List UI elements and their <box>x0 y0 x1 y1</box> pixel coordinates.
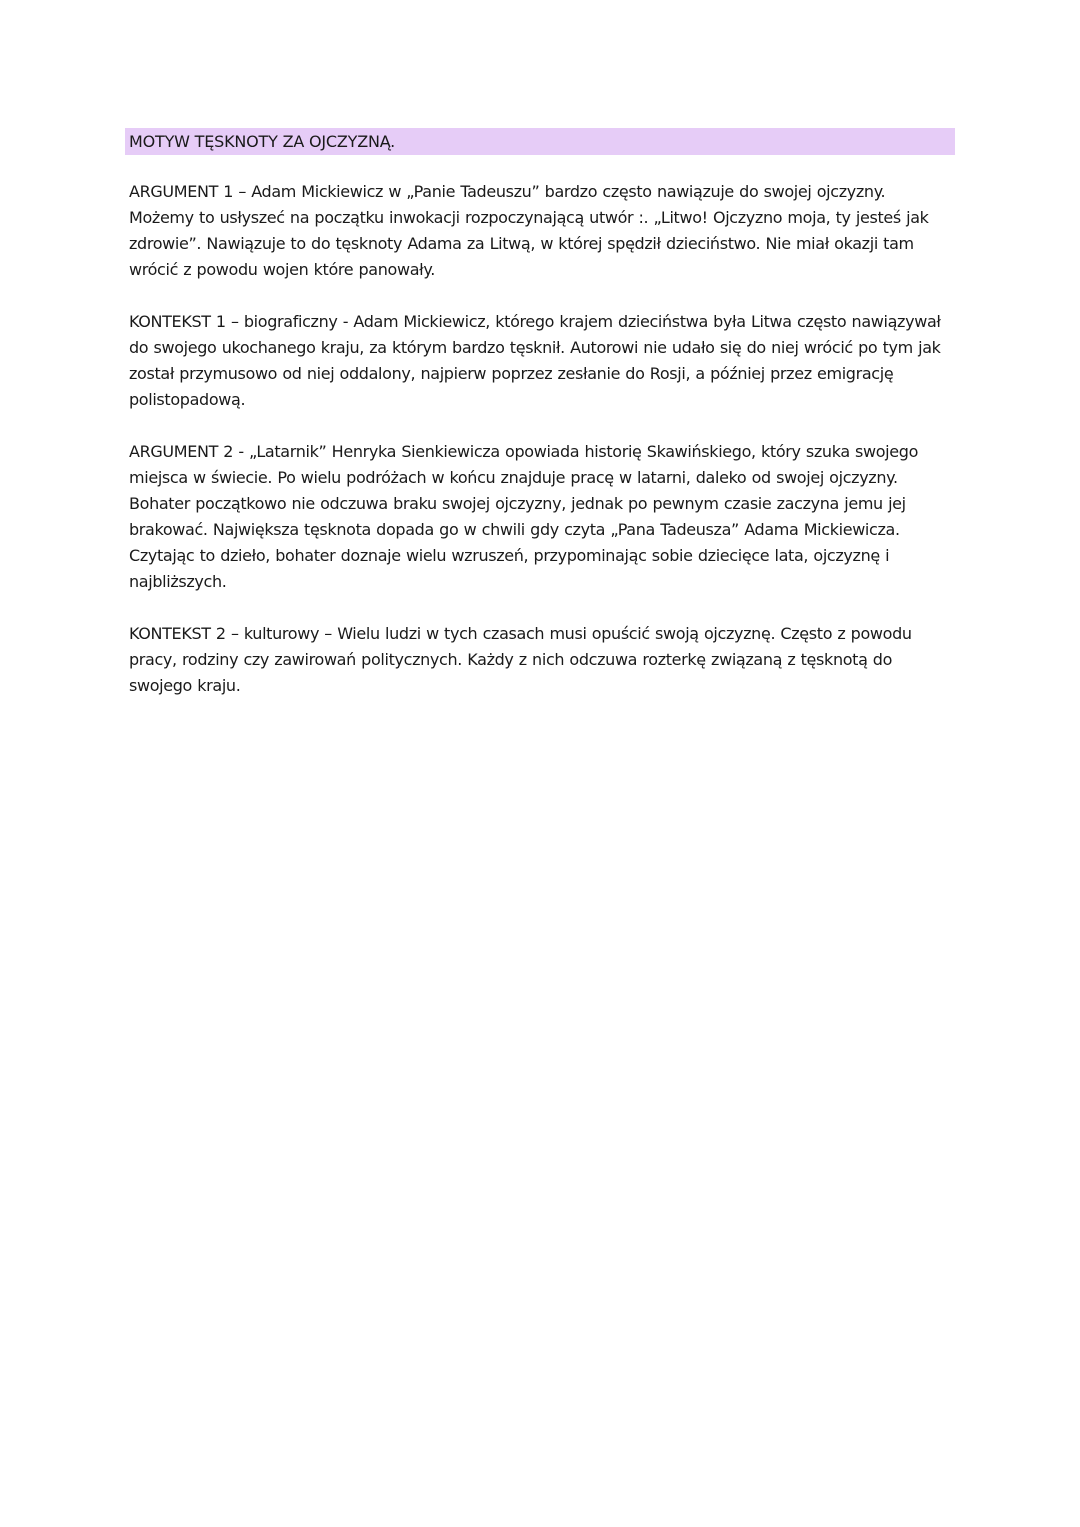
document-body <box>125 128 955 699</box>
paragraph-argument-1: ARGUMENT 1 – Adam Mickiewicz w „Panie Tadeuszu” bardzo często nawiązuje do swojej ojczyzny. Możemy to usłyszeć na początku inwokacji rozpoczynającą utwór :. „Litwo! Ojczyzno moja, ty jesteś jak zdrowie”. Nawiązuje to do tęsknoty Adama za Litwą, w której spędził dzieciństwo. Nie miał okazji tam wrócić z powodu wojen które panowały. <box>129 182 929 279</box>
document-title: MOTYW TĘSKNOTY ZA OJCZYZNĄ. <box>125 128 955 155</box>
paragraph-context-2: KONTEKST 2 – kulturowy – Wielu ludzi w tych czasach musi opuścić swoją ojczyznę. Często z powodu pracy, rodziny czy zawirowań politycznych. Każdy z nich odczuwa rozterkę związaną z tęsknotą do swojego kraju. <box>129 624 912 695</box>
paragraph-argument-2: ARGUMENT 2 - „Latarnik” Henryka Sienkiewicza opowiada historię Skawińskiego, który szuka swojego miejsca w świecie. Po wielu podróżach w końcu znajduje pracę w latarni, daleko od swojej ojczyzny. Bohater początkowo nie odczuwa braku swojej ojczyzny, jednak po pewnym czasie zaczyna jemu jej brakować. Największa tęsknota dopada go w chwili gdy czyta „Pana Tadeusza” Adama Mickiewicza. Czytając to dzieło, bohater doznaje wielu wzruszeń, przypominając sobie dziecięce lata, ojczyznę i najbliższych. <box>129 442 919 591</box>
paragraph-context-1: KONTEKST 1 – biograficzny - Adam Mickiewicz, którego krajem dzieciństwa była Litwa często nawiązywał do swojego ukochanego kraju, za którym bardzo tęsknił. Autorowi nie udało się do niej wrócić po tym jak został przymusowo od niej oddalony, najpierw poprzez zesłanie do Rosji, a później przez emigrację polistopadową. <box>129 312 941 409</box>
